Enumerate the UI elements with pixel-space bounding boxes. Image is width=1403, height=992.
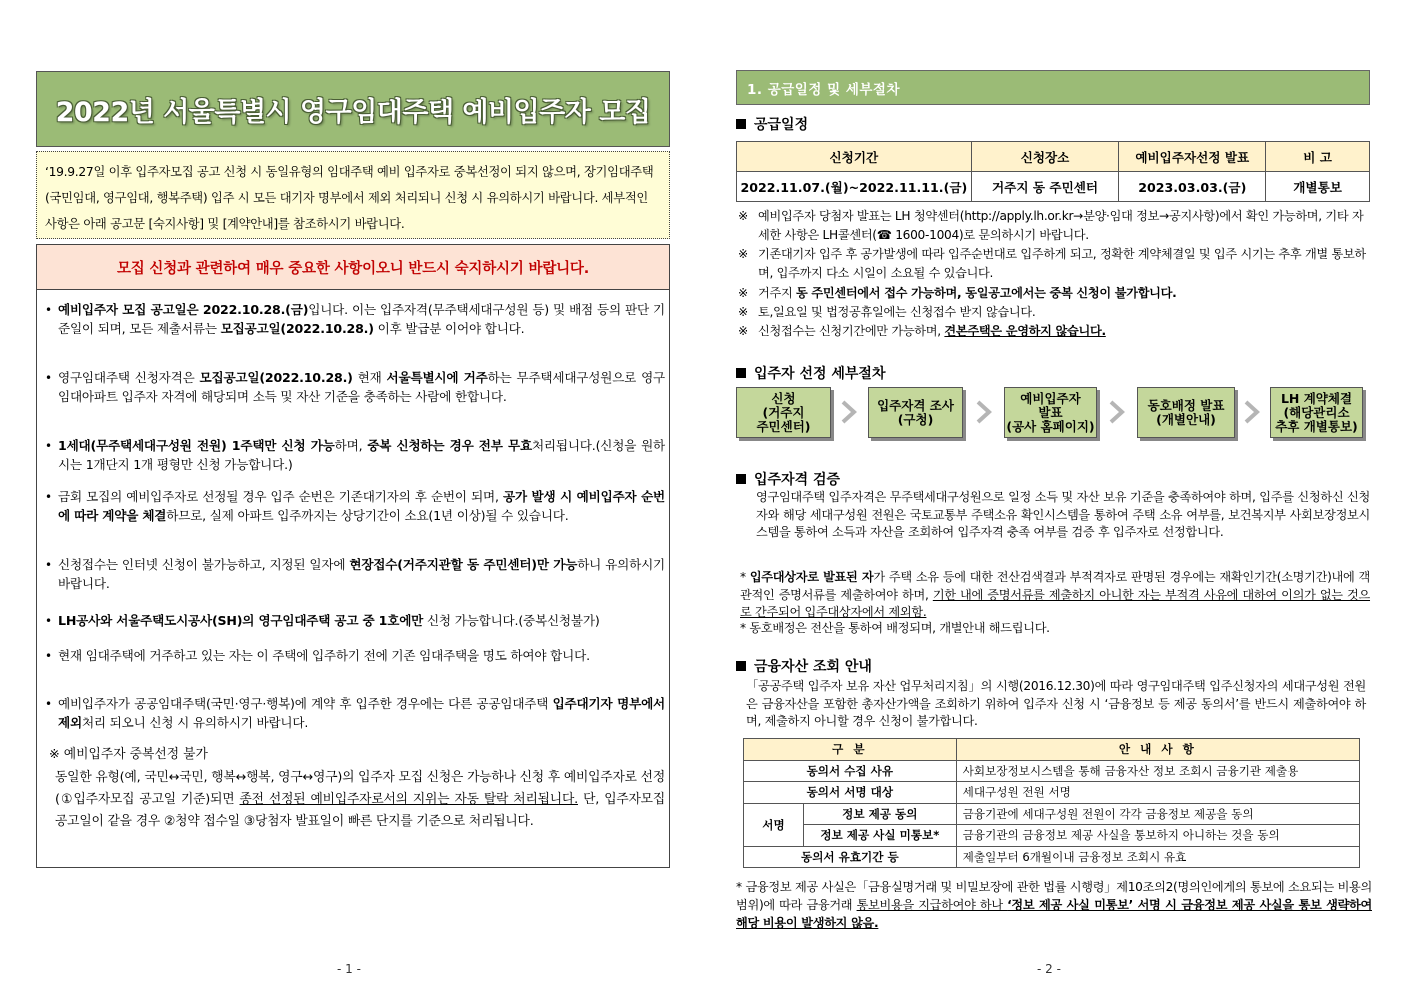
table-group-cell: 서명 <box>744 803 804 846</box>
subhead-verification <box>736 469 840 489</box>
flow-step-label: 예비입주자 발표 (공사 홈페이지) <box>1006 390 1095 434</box>
table-cell: 동의서 유효기간 등 <box>744 846 957 868</box>
flow-step <box>1270 387 1363 438</box>
schedule-note <box>738 303 1374 322</box>
bullet-dot: • <box>45 371 52 385</box>
table-cell: 거주지 동 주민센터 <box>971 172 1119 202</box>
chevron-right-icon <box>975 400 993 424</box>
subhead-financial <box>736 656 872 676</box>
flow-step-label: 신청 (거주지 주민센터) <box>756 390 811 434</box>
table-row <box>744 846 1360 868</box>
schedule-note <box>738 207 1374 245</box>
footnote-bold-underlined: ‘정보 제공 사실 미통보’ 서명 시 금융정보 제공 사실을 통보 생략하여 해당 비용이 발생하지 않음. <box>736 898 1372 930</box>
bullet-dot: • <box>45 558 52 572</box>
flow-step-label: 동호배정 발표 (개별안내) <box>1147 397 1225 427</box>
bullet-bold: 중복 신청하는 경우 전부 무효 <box>367 438 532 453</box>
schedule-note <box>738 284 1374 303</box>
financial-table <box>743 738 1360 868</box>
table-row <box>744 825 1360 847</box>
table-cell: 금융기관의 금융정보 제공 사실을 통보하지 아니하는 것을 동의 <box>956 825 1359 847</box>
assignment-note: * 동호배정은 전산을 통하여 배정되며, 개별안내 해드립니다. <box>740 621 1050 635</box>
table-cell: 사회보장정보시스템을 통해 금융자산 정보 조회시 금융기관 제출용 <box>956 760 1359 782</box>
table-cell: 금융기관에 세대구성원 전원이 각각 금융정보 제공을 동의 <box>956 803 1359 825</box>
bullet-bold: 모집공고일(2022.10.28.) <box>199 370 353 385</box>
table-cell: 동의서 수집 사유 <box>744 760 957 782</box>
table-header-cell: 안 내 사 항 <box>956 739 1359 761</box>
table-cell: 세대구성원 전원 서명 <box>956 782 1359 804</box>
note-bold: 동 주민센터에서 접수 가능하며, 동일공고에서는 중복 신청이 불가합니다. <box>796 286 1177 300</box>
bullet-bold: 예비입주자 모집 공고일은 2022.10.28.(금) <box>58 302 309 317</box>
table-cell: 2022.11.07.(월)~2022.11.11.(금) <box>737 172 972 202</box>
chevron-right-icon <box>1108 400 1126 424</box>
table-row <box>737 172 1370 202</box>
table-header-cell: 구 분 <box>744 739 957 761</box>
table-row <box>744 760 1360 782</box>
subhead-label: 입주자격 검증 <box>754 472 841 488</box>
subhead-procedure <box>736 363 885 383</box>
financial-text: 「공공주택 입주자 보유 자산 업무처리지침」의 시행(2016.12.30)에 따라 영구임대주택 입주신청자의 세대구성원 전원은 금융자산을 포함한 총자산가액을 조회하기 위하여 입주자 신청 시 ‘금융정보 등 제공 동의서’를 반드시 제출하여야 하며, 제출하지 아니할 경우 신청이 불가합니다. <box>746 679 1366 728</box>
intro-text: ‘19.9.27일 이후 입주자모집 공고 신청 시 동일유형의 임대주택 예비 입주자로 중복선정이 되지 않으며, 장기임대주택(국민임대, 영구임대, 행복주택) 입주 시 모든 대기자 명부에서 제외 처리되니 신청 시 유의하시기 바랍니다. 세부적인 사항은 아래 공고문 [숙지사항] 및 [계약안내]를 참조하시기 바랍니다. <box>45 165 654 231</box>
bullet-dot: • <box>45 614 52 628</box>
footnote-text: * 금융정보 제공 사실은「금융실명거래 및 비밀보장에 관한 법률 시행령」제10조의2(명의인에게의 통보에 소요되는 비용의 범위)에 따라 금융거래 <box>736 880 1372 912</box>
flow-step-label: 입주자격 조사 (구청) <box>877 397 954 427</box>
note-text: 예비입주자 당첨자 발표는 LH 청약센터(http://apply.lh.or.kr→분양·임대 정보→공지사항)에서 확인 가능하며, 기타 자세한 사항은 LH콜센터(☎ 1600-1004)로 문의하시기 바랍니다. <box>758 209 1364 242</box>
note-mark: ※ <box>738 247 748 261</box>
bullet-dot: • <box>45 697 52 711</box>
note-bold-underlined: 견본주택은 운영하지 않습니다. <box>944 324 1106 338</box>
star-bold: 입주대상자로 발표된 자 <box>749 570 874 584</box>
footnote-underlined: 통보비용을 지급하여야 하나 <box>856 898 1008 912</box>
note-mark: ※ <box>738 305 748 319</box>
bullet-bold: 모집공고일(2022.10.28.) <box>220 320 374 336</box>
bullet-text: 영구임대주택 신청자격은 <box>58 370 200 385</box>
financial-footnote <box>736 878 1372 932</box>
verification-text: 영구임대주택 입주자격은 무주택세대구성원으로 일정 소득 및 자산 보유 기준을 충족하여야 하며, 입주를 신청하신 신청자와 해당 세대구성원 전원은 국토교통부 주택소유 확인시스템을 통하여 주택 소유 여부를, 보건복지부 사회보장정보시스템을 통하여 소득과 자산을 조회하여 입주자격 충족 여부를 검증 후 입주자로 선정합니다. <box>756 490 1370 539</box>
star-underlined: 기한 내에 증명서류를 제출하지 아니한 자는 부적격 사유에 대하여 이의가 없는 것으로 간주되어 입주대상자에서 제외함. <box>740 587 1371 619</box>
note-mark: ※ <box>738 286 748 300</box>
flow-step-label: LH 계약체결 (해당관리소 추후 개별통보) <box>1275 390 1358 434</box>
duplicate-selection-title: ※ 예비입주자 중복선정 불가 <box>49 747 208 762</box>
notice-frame <box>36 244 670 868</box>
subhead-label: 금융자산 조회 안내 <box>754 659 872 675</box>
table-header-cell: 예비입주자선정 발표 <box>1119 142 1266 172</box>
subhead-schedule <box>736 114 808 134</box>
square-bullet-icon <box>736 474 746 484</box>
bullet-dot: • <box>45 490 52 504</box>
table-header-row <box>737 142 1370 172</box>
bullet-bold: LH공사와 서울주택도시공사(SH)의 영구임대주택 공고 중 1호에만 <box>58 613 424 628</box>
dup-text: 단, 입주자모집 공고일이 같을 경우 ②청약 접수일 ③당첨자 발표일이 빠른 단지를 기준으로 처리됩니다. <box>55 792 666 829</box>
page-title: 2022년 서울특별시 영구임대주택 예비입주자 모집 <box>55 96 651 128</box>
bullet-bold: 입주대기자 명부에서 제외 <box>58 696 666 730</box>
square-bullet-icon <box>736 368 746 378</box>
table-cell: 2023.03.03.(금) <box>1119 172 1266 202</box>
table-cell: 개별통보 <box>1266 172 1370 202</box>
bullet-bold: 1세대(무주택세대구성원 전원) 1주택만 신청 가능 <box>58 438 335 453</box>
section-title: 1. 공급일정 및 세부절차 <box>747 81 900 98</box>
bullet-text: 금회 모집의 예비입주자로 선정될 경우 입주 순번은 기존대기자의 후 순번이 되며, <box>58 489 504 504</box>
bullet-text: 신청접수는 인터넷 신청이 불가능하고, 지정된 일자에 <box>58 557 350 572</box>
bullet-text: 신청 가능합니다.(중복신청불가) <box>423 613 600 628</box>
bullet-text: 하니 유의하시기 바랍니다. <box>58 557 665 591</box>
flow-step <box>1137 387 1235 438</box>
bullet-text: 입니다. 이는 입주자격(무주택세대구성원 등) 및 배점 등의 판단 기준일이 되며, 모든 제출서류는 <box>58 302 665 336</box>
table-row <box>744 803 1360 825</box>
note-text: 신청접수는 신청기간에만 가능하며, <box>758 324 945 338</box>
bullet-item <box>45 612 665 631</box>
table-header-cell: 비 고 <box>1266 142 1370 172</box>
schedule-note <box>738 245 1374 283</box>
schedule-note <box>738 322 1374 341</box>
square-bullet-icon <box>736 661 746 671</box>
table-header-row <box>744 739 1360 761</box>
chevron-right-icon <box>1243 400 1261 424</box>
star-text: 가 주택 소유 등에 대한 전산검색결과 부적격자로 판명된 경우에는 재확인기간(소명기간)내에 객관적인 증명서류를 제출하여야 하며, <box>740 570 1370 602</box>
note-text: 기존대기자 입주 후 공가발생에 따라 입주순번대로 입주하게 되고, 정확한 계약체결일 및 입주 시기는 추후 개별 통보하며, 입주까지 다소 시일이 소요될 수 있습니다. <box>758 247 1366 280</box>
bullet-dot: • <box>45 649 52 663</box>
bullet-item <box>45 301 665 338</box>
bullet-text: 하며, <box>334 438 368 453</box>
flow-step <box>1004 387 1097 438</box>
page-title-box <box>36 71 670 147</box>
dup-underlined: 종전 선정된 예비입주자로서의 지위는 자동 탈락 처리됩니다. <box>239 792 578 807</box>
bullet-item <box>45 647 665 666</box>
notice-header: 모집 신청과 관련하여 매우 중요한 사항이오니 반드시 숙지하시기 바랍니다. <box>37 245 669 290</box>
subhead-label: 입주자 선정 세부절차 <box>754 366 886 382</box>
chevron-right-icon <box>840 400 858 424</box>
table-cell: 제출일부터 6개월이내 금융정보 조회시 유효 <box>956 846 1359 868</box>
table-cell: 동의서 서명 대상 <box>744 782 957 804</box>
bullet-text: 하므로, 실제 아파트 입주까지는 상당기간이 소요(1년 이상)될 수 있습니다. <box>166 507 569 523</box>
note-mark: ※ <box>738 324 748 338</box>
intro-box <box>36 151 670 239</box>
dup-text: 동일한 유형(예, 국민↔국민, 행복↔행복, 영구↔영구)의 입주자 모집 신청은 가능하나 신청 후 예비입주자로 선정(①입주자모집 공고일 기준)되면 <box>55 770 665 807</box>
page-number-left: - 1 - <box>337 962 361 976</box>
section-title-bar <box>736 70 1370 105</box>
flow-step <box>868 387 963 438</box>
flow-step <box>736 387 831 438</box>
bullet-dot: • <box>45 303 52 317</box>
note-text: 토,일요일 및 법정공휴일에는 신청접수 받지 않습니다. <box>758 305 1036 319</box>
bullet-bold: 현장접수(거주지관할 동 주민센터)만 가능 <box>349 557 578 572</box>
bullet-text: 예비입주자가 공공임대주택(국민·영구·행복)에 계약 후 입주한 경우에는 다른 공공임대주택 <box>58 696 553 711</box>
bullet-text: 처리 되오니 신청 시 유의하시기 바랍니다. <box>81 714 309 730</box>
bullet-text: 현재 <box>352 370 387 385</box>
note-mark: ※ <box>738 209 748 223</box>
bullet-text: 하는 무주택세대구성원으로 영구임대아파트 입주자 자격에 해당되며 소득 및 자산 기준을 충족하는 사람에 한합니다. <box>58 370 666 404</box>
subhead-label: 공급일정 <box>754 117 809 133</box>
table-cell: 정보 제공 사실 미통보* <box>803 825 956 847</box>
table-header-cell: 신청장소 <box>971 142 1119 172</box>
table-row <box>744 782 1360 804</box>
square-bullet-icon <box>736 119 746 129</box>
table-header-cell: 신청기간 <box>737 142 972 172</box>
bullet-text: 현재 임대주택에 거주하고 있는 자는 이 주택에 입주하기 전에 기존 임대주택을 명도 하여야 합니다. <box>58 648 590 663</box>
bullet-text: 처리됩니다.(신청을 원하시는 1개단지 1개 평형만 신청 가능합니다.) <box>58 438 665 472</box>
table-cell: 정보 제공 동의 <box>803 803 956 825</box>
bullet-item <box>45 369 665 406</box>
bullet-item <box>45 488 665 525</box>
page-number-right: - 2 - <box>1037 962 1061 976</box>
note-text: 거주지 <box>758 286 796 300</box>
bullet-dot: • <box>45 439 52 453</box>
bullet-item <box>45 556 665 593</box>
star-mark: * <box>740 570 750 584</box>
bullet-item <box>45 437 665 474</box>
bullet-bold: 공가 발생 시 예비입주자 순번에 따라 계약을 체결 <box>58 489 665 523</box>
bullet-text: 이후 발급분 이어야 합니다. <box>373 320 525 336</box>
schedule-table <box>736 141 1370 202</box>
bullet-bold: 서울특별시에 거주 <box>386 370 488 385</box>
bullet-item <box>45 695 665 732</box>
verification-star-note <box>740 569 1370 622</box>
duplicate-selection-body <box>55 767 665 833</box>
